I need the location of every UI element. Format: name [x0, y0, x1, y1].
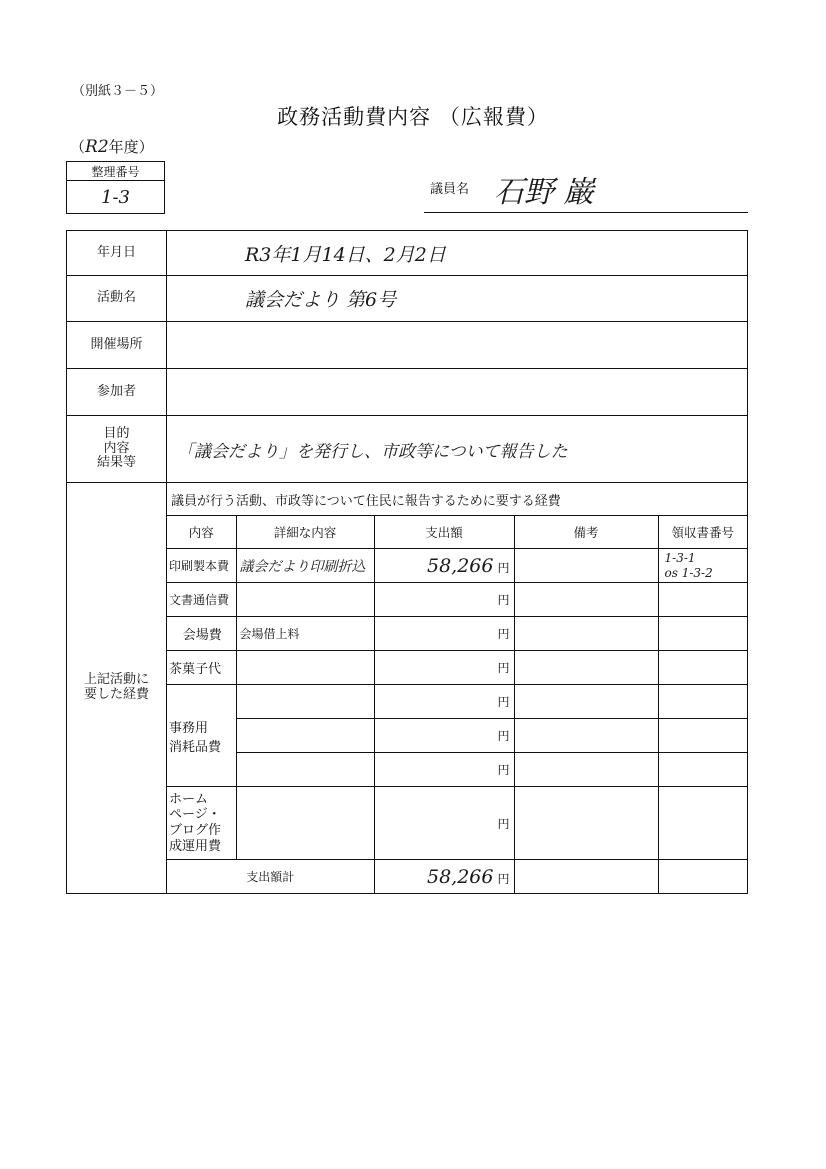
yen-unit: 円 [497, 695, 510, 709]
expense-category: 事務用 消耗品費 [167, 685, 236, 787]
expenses-section [167, 483, 747, 893]
expense-note [514, 617, 658, 651]
expense-category: 印刷製本費 [167, 549, 236, 583]
receipt-number [658, 583, 747, 617]
date-label: 年月日 [67, 231, 167, 275]
column-header: 詳細な内容 [236, 516, 374, 549]
expense-note [514, 651, 658, 685]
receipt-number: 1-3-1 os 1-3-2 [658, 549, 747, 583]
expense-purpose-text: 議員が行う活動、市政等について住民に報告するために要する経費 [167, 483, 747, 516]
expense-header-row [167, 516, 747, 549]
venue-value [167, 322, 747, 368]
expense-total-row [167, 860, 747, 894]
column-header: 備考 [514, 516, 658, 549]
total-amount-value: 58,266 [427, 865, 494, 888]
column-header: 支出額 [374, 516, 514, 549]
receipt-number [658, 617, 747, 651]
reference-number-label: 整理番号 [67, 162, 165, 181]
expense-note [514, 753, 658, 787]
expense-amount [374, 617, 514, 651]
activity-form [66, 230, 748, 894]
member-name-underline [424, 212, 748, 213]
expense-detail [236, 719, 374, 753]
expense-detail [236, 583, 374, 617]
expense-note [514, 549, 658, 583]
participants-value [167, 369, 747, 415]
activity-row [67, 276, 747, 322]
expense-amount [374, 787, 514, 860]
expense-detail [236, 651, 374, 685]
venue-label: 開催場所 [67, 322, 167, 368]
expense-row-supplies-2 [167, 719, 747, 753]
yen-unit: 円 [497, 871, 510, 886]
date-value: R3年1月14日、2月2日 [245, 243, 446, 266]
expense-amount [374, 651, 514, 685]
column-header: 内容 [167, 516, 236, 549]
expense-detail: 会場借上料 [236, 617, 374, 651]
expense-row-snacks [167, 651, 747, 685]
fiscal-year-suffix: 年度） [108, 138, 154, 156]
expense-note [514, 787, 658, 860]
expense-note [514, 719, 658, 753]
expense-category: 文書通信費 [167, 583, 236, 617]
receipt-number [658, 719, 747, 753]
yen-unit: 円 [497, 763, 510, 777]
expense-row-web [167, 787, 747, 860]
member-name-value: 石野 巌 [494, 175, 594, 210]
expense-amount [374, 753, 514, 787]
expense-row-printing [167, 549, 747, 583]
venue-row [67, 322, 747, 369]
member-name-label: 議員名 [430, 182, 470, 197]
fiscal-year [70, 136, 154, 157]
expense-amount [374, 685, 514, 719]
amount-value: 58,266 [427, 554, 494, 577]
expense-detail [236, 787, 374, 860]
column-header: 領収書番号 [658, 516, 747, 549]
expense-row-supplies-3 [167, 753, 747, 787]
expenses-row [67, 483, 747, 893]
total-label: 支出額計 [167, 860, 374, 894]
expense-row-venue [167, 617, 747, 651]
activity-value: 議会だより 第6号 [245, 289, 397, 311]
expense-detail: 議会だより印刷折込 [236, 549, 374, 583]
expense-table [167, 516, 747, 893]
date-row [67, 231, 747, 276]
expense-note [514, 583, 658, 617]
receipt-number [658, 753, 747, 787]
yen-unit: 円 [497, 729, 510, 743]
expense-category: ホーム ページ・ ブログ作 成運用費 [167, 787, 236, 860]
reference-number-box [66, 161, 165, 214]
activity-label: 活動名 [67, 276, 167, 321]
yen-unit: 円 [497, 627, 510, 641]
yen-unit: 円 [497, 661, 510, 675]
purpose-value: 「議会だより」を発行し、市政等について報告した [177, 441, 568, 462]
expense-category: 会場費 [167, 617, 236, 651]
expense-detail [236, 685, 374, 719]
expense-detail [236, 753, 374, 787]
expense-row-supplies-1 [167, 685, 747, 719]
expense-category: 茶菓子代 [167, 651, 236, 685]
total-receipt [658, 860, 747, 894]
expense-amount [374, 719, 514, 753]
receipt-number [658, 651, 747, 685]
yen-unit: 円 [497, 560, 510, 575]
expense-row-postage [167, 583, 747, 617]
participants-row [67, 369, 747, 416]
receipt-number [658, 685, 747, 719]
expense-amount [374, 583, 514, 617]
yen-unit: 円 [497, 593, 510, 607]
expenses-label: 上記活動に 要した経費 [67, 483, 167, 893]
participants-label: 参加者 [67, 369, 167, 415]
fiscal-year-prefix: （ [70, 138, 86, 156]
reference-number-value: 1-3 [67, 181, 165, 214]
fiscal-year-handwritten: R2 [85, 137, 109, 157]
page-title: 政務活動費内容 （広報費） [277, 105, 549, 129]
total-note [514, 860, 658, 894]
total-amount [374, 860, 514, 894]
purpose-label: 目的 内容 結果等 [67, 416, 167, 482]
receipt-number [658, 787, 747, 860]
yen-unit: 円 [497, 816, 510, 831]
expense-amount [374, 549, 514, 583]
expense-note [514, 685, 658, 719]
form-id: （別紙３－５） [72, 84, 164, 99]
purpose-row [67, 416, 747, 483]
